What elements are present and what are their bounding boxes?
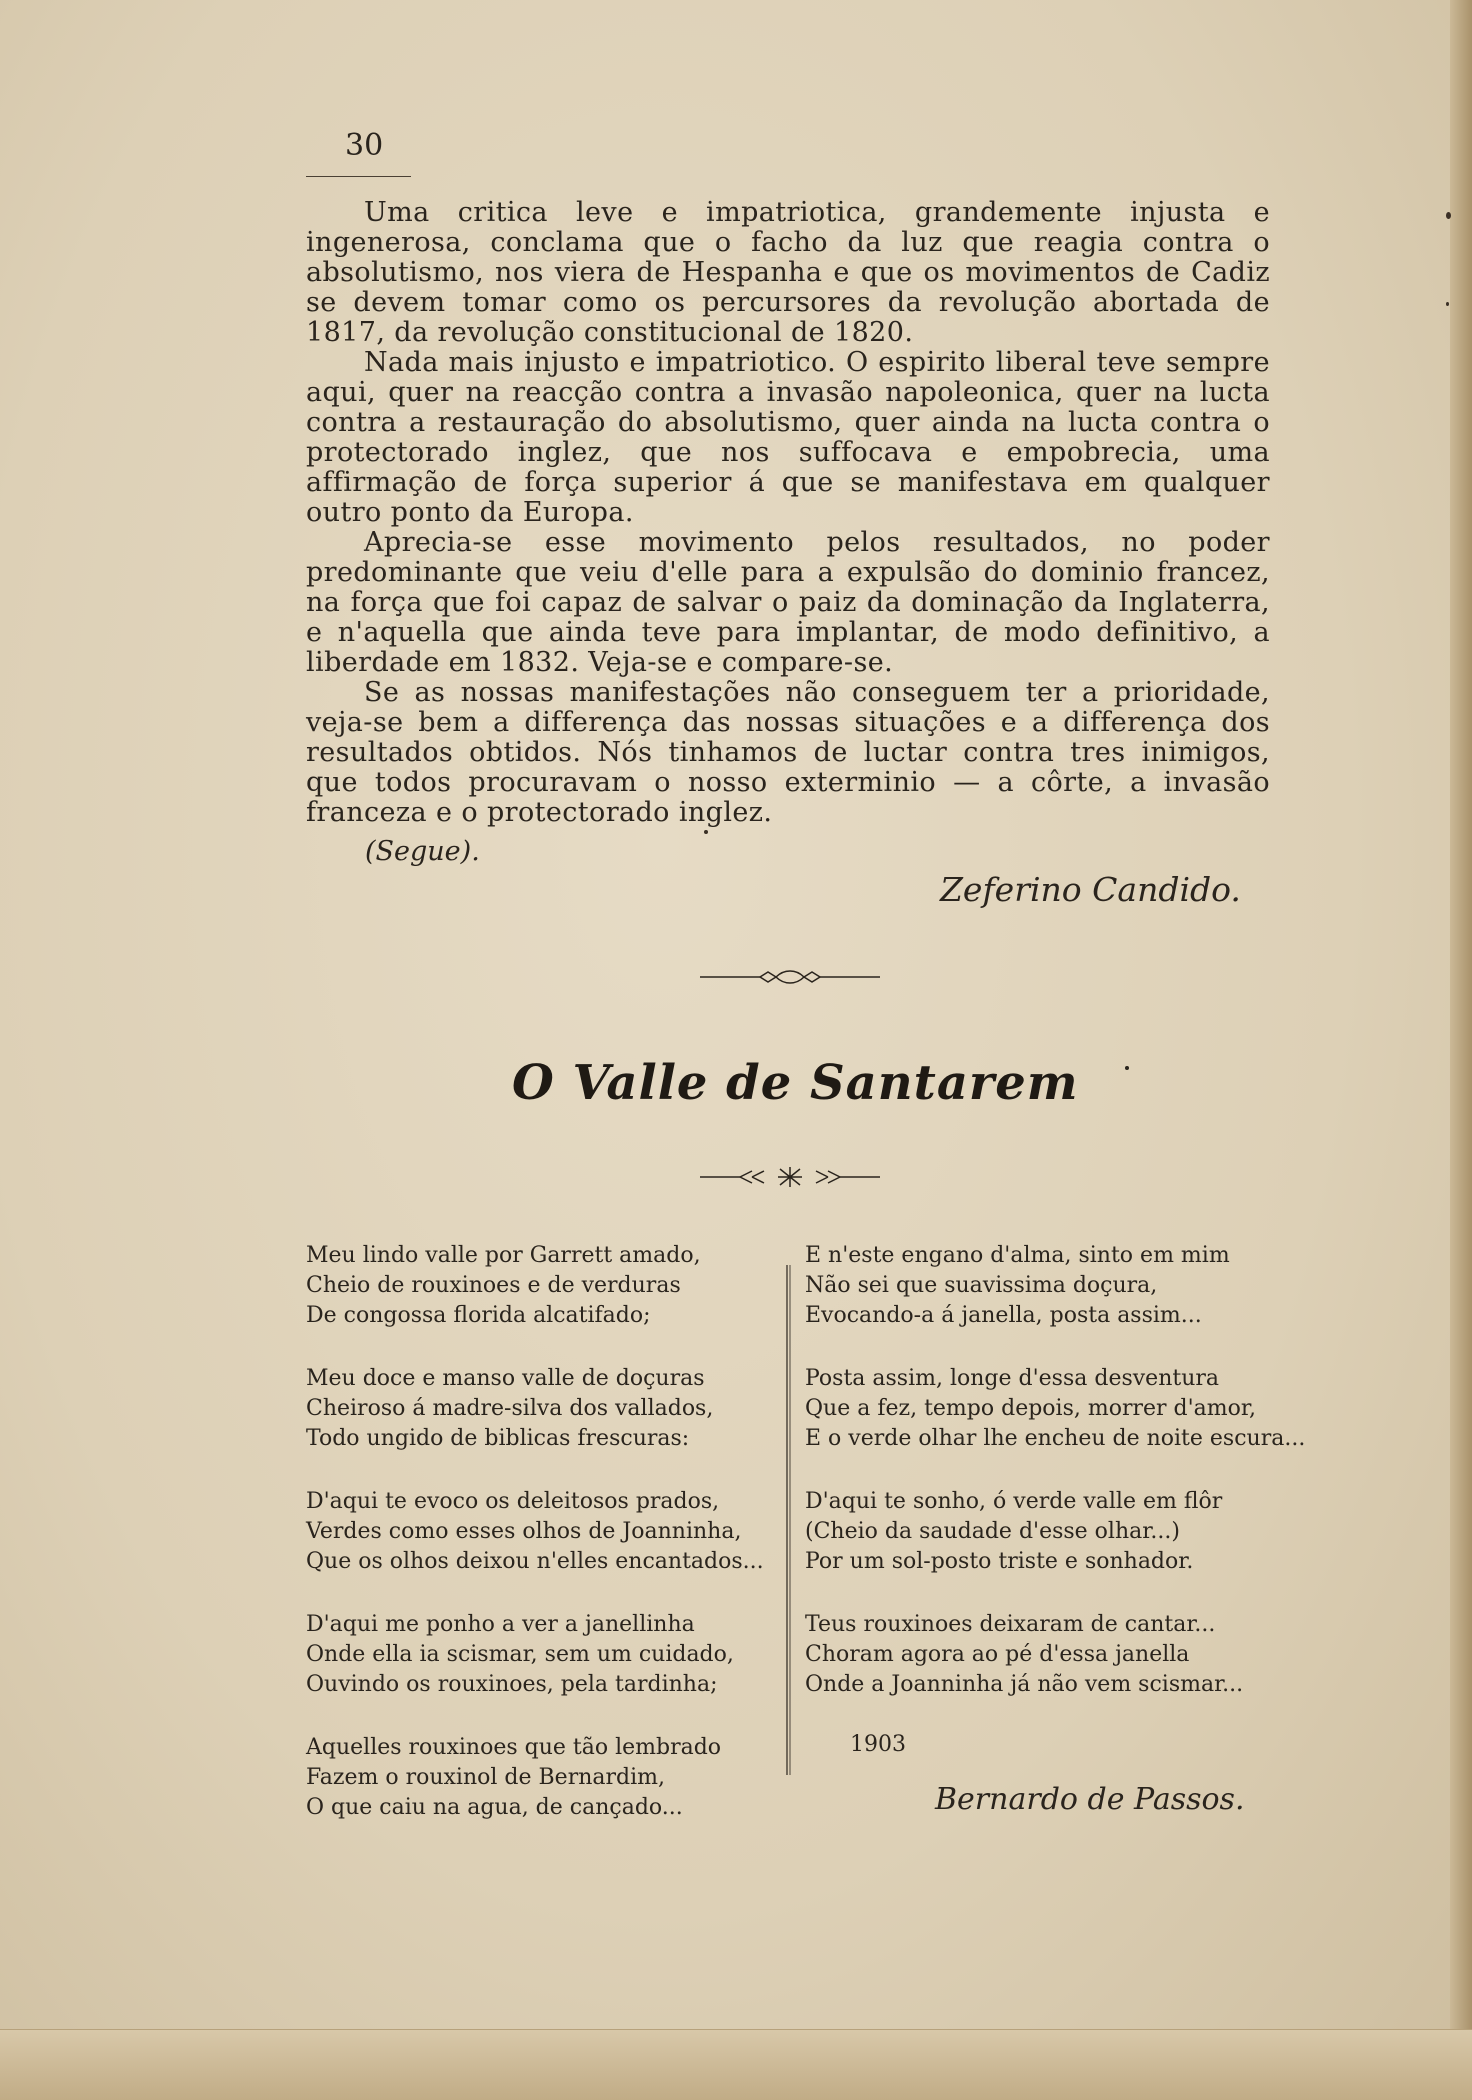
- poem-line: Que os olhos deixou n'elles encantados...: [306, 1549, 764, 1574]
- poem-line: D'aqui te evoco os deleitosos prados,: [306, 1489, 720, 1514]
- poem-stanza: [805, 1487, 1275, 1577]
- poem-line: Teus rouxinoes deixaram de cantar...: [805, 1612, 1216, 1637]
- poem-line: Aquelles rouxinoes que tão lembrado: [306, 1735, 722, 1760]
- column-divider-rule: [784, 1265, 792, 1775]
- poem-signature: Bernardo de Passos.: [935, 1782, 1245, 1817]
- poem-year: 1903: [850, 1732, 906, 1757]
- segue-note: (Segue).: [365, 836, 480, 867]
- poem-line: D'aqui te sonho, ó verde valle em flôr: [805, 1489, 1223, 1514]
- ink-speck: [704, 830, 708, 834]
- poem-line: Cheiroso á madre-silva dos vallados,: [306, 1396, 714, 1421]
- poem-line: Ouvindo os rouxinoes, pela tardinha;: [306, 1672, 718, 1697]
- ornamental-divider-title: [700, 1165, 880, 1189]
- poem-line: E n'este engano d'alma, sinto em mim: [805, 1243, 1230, 1268]
- poem-stanza: [306, 1364, 771, 1454]
- poem-line: Meu doce e manso valle de doçuras: [306, 1366, 705, 1391]
- poem-line: Por um sol-posto triste e sonhador.: [805, 1549, 1194, 1574]
- ornamental-divider-top: [700, 966, 880, 988]
- poem-line: Que a fez, tempo depois, morrer d'amor,: [805, 1396, 1256, 1421]
- poem-line: De congossa florida alcatifado;: [306, 1303, 651, 1328]
- prose-paragraph-1: Uma critica leve e impatriotica, grandemente injusta e ingenerosa, conclama que o facho da luz que reagia contra o absolutismo, nos viera de Hespanha e que os movimentos de Cadiz se devem tomar como os percursores da revolução abortada de 1817, da revolução constitucional de 1820.: [306, 197, 1270, 348]
- poem-stanza: [805, 1241, 1275, 1331]
- poem-line: O que caiu na agua, de cançado...: [306, 1795, 683, 1820]
- poem-line: Verdes como esses olhos de Joanninha,: [306, 1519, 742, 1544]
- poem-column-left: [306, 1241, 771, 1856]
- page-edge-bottom: [0, 2029, 1472, 2100]
- ink-speck: [1446, 302, 1449, 306]
- dot-mark: [1125, 1066, 1129, 1070]
- poem-column-right: [805, 1241, 1306, 1733]
- poem-line: Choram agora ao pé d'essa janella: [805, 1642, 1190, 1667]
- poem-stanza: [805, 1610, 1275, 1700]
- poem-line: Todo ungido de biblicas frescuras:: [306, 1426, 690, 1451]
- poem-stanza: [805, 1364, 1306, 1454]
- prose-paragraph-4: Se as nossas manifestações não conseguem ter a prioridade, veja-se bem a differença das nossas situações e a differença dos resultados obtidos. Nós tinhamos de luctar contra tres inimigos, que todos procuravam o nosso exterminio — a côrte, a invasão franceza e o protectorado inglez.: [306, 677, 1270, 828]
- poem-line: Onde ella ia scismar, sem um cuidado,: [306, 1642, 734, 1667]
- poem-stanza: [306, 1241, 771, 1331]
- poem-line: Posta assim, longe d'essa desventura: [805, 1366, 1220, 1391]
- poem-stanza: [306, 1487, 771, 1577]
- ink-speck: [1446, 212, 1451, 219]
- poem-title: O Valle de Santarem: [512, 1055, 1079, 1111]
- poem-stanza: [306, 1610, 771, 1700]
- poem-line: (Cheio da saudade d'esse olhar...): [805, 1519, 1180, 1544]
- poem-line: Meu lindo valle por Garrett amado,: [306, 1243, 701, 1268]
- poem-stanza: [306, 1733, 771, 1823]
- poem-line: Onde a Joanninha já não vem scismar...: [805, 1672, 1244, 1697]
- page-edge-right: [1450, 0, 1472, 2100]
- poem-line: Fazem o rouxinol de Bernardim,: [306, 1765, 665, 1790]
- page-number-rule: [306, 176, 411, 177]
- poem-line: Não sei que suavissima doçura,: [805, 1273, 1158, 1298]
- poem-line: Cheio de rouxinoes e de verduras: [306, 1273, 681, 1298]
- poem-line: E o verde olhar lhe encheu de noite escura...: [805, 1426, 1306, 1451]
- poem-line: Evocando-a á janella, posta assim...: [805, 1303, 1202, 1328]
- page-number: 30: [345, 128, 384, 163]
- poem-line: D'aqui me ponho a ver a janellinha: [306, 1612, 695, 1637]
- prose-paragraph-2: Nada mais injusto e impatriotico. O espirito liberal teve sempre aqui, quer na reacção contra a invasão napoleonica, quer na lucta contra a restauração do absolutismo, quer ainda na lucta contra o protectorado inglez, que nos suffocava e empobrecia, uma affirmação de força superior á que se manifestava em qualquer outro ponto da Europa.: [306, 347, 1270, 528]
- prose-body: [306, 198, 1270, 828]
- prose-paragraph-3: Aprecia-se esse movimento pelos resultados, no poder predominante que veiu d'elle para a expulsão do dominio francez, na força que foi capaz de salvar o paiz da dominação da Inglaterra, e n'aquella que ainda teve para implantar, de modo definitivo, a liberdade em 1832. Veja-se e compare-se.: [306, 527, 1270, 678]
- prose-signature: Zeferino Candido.: [940, 870, 1241, 909]
